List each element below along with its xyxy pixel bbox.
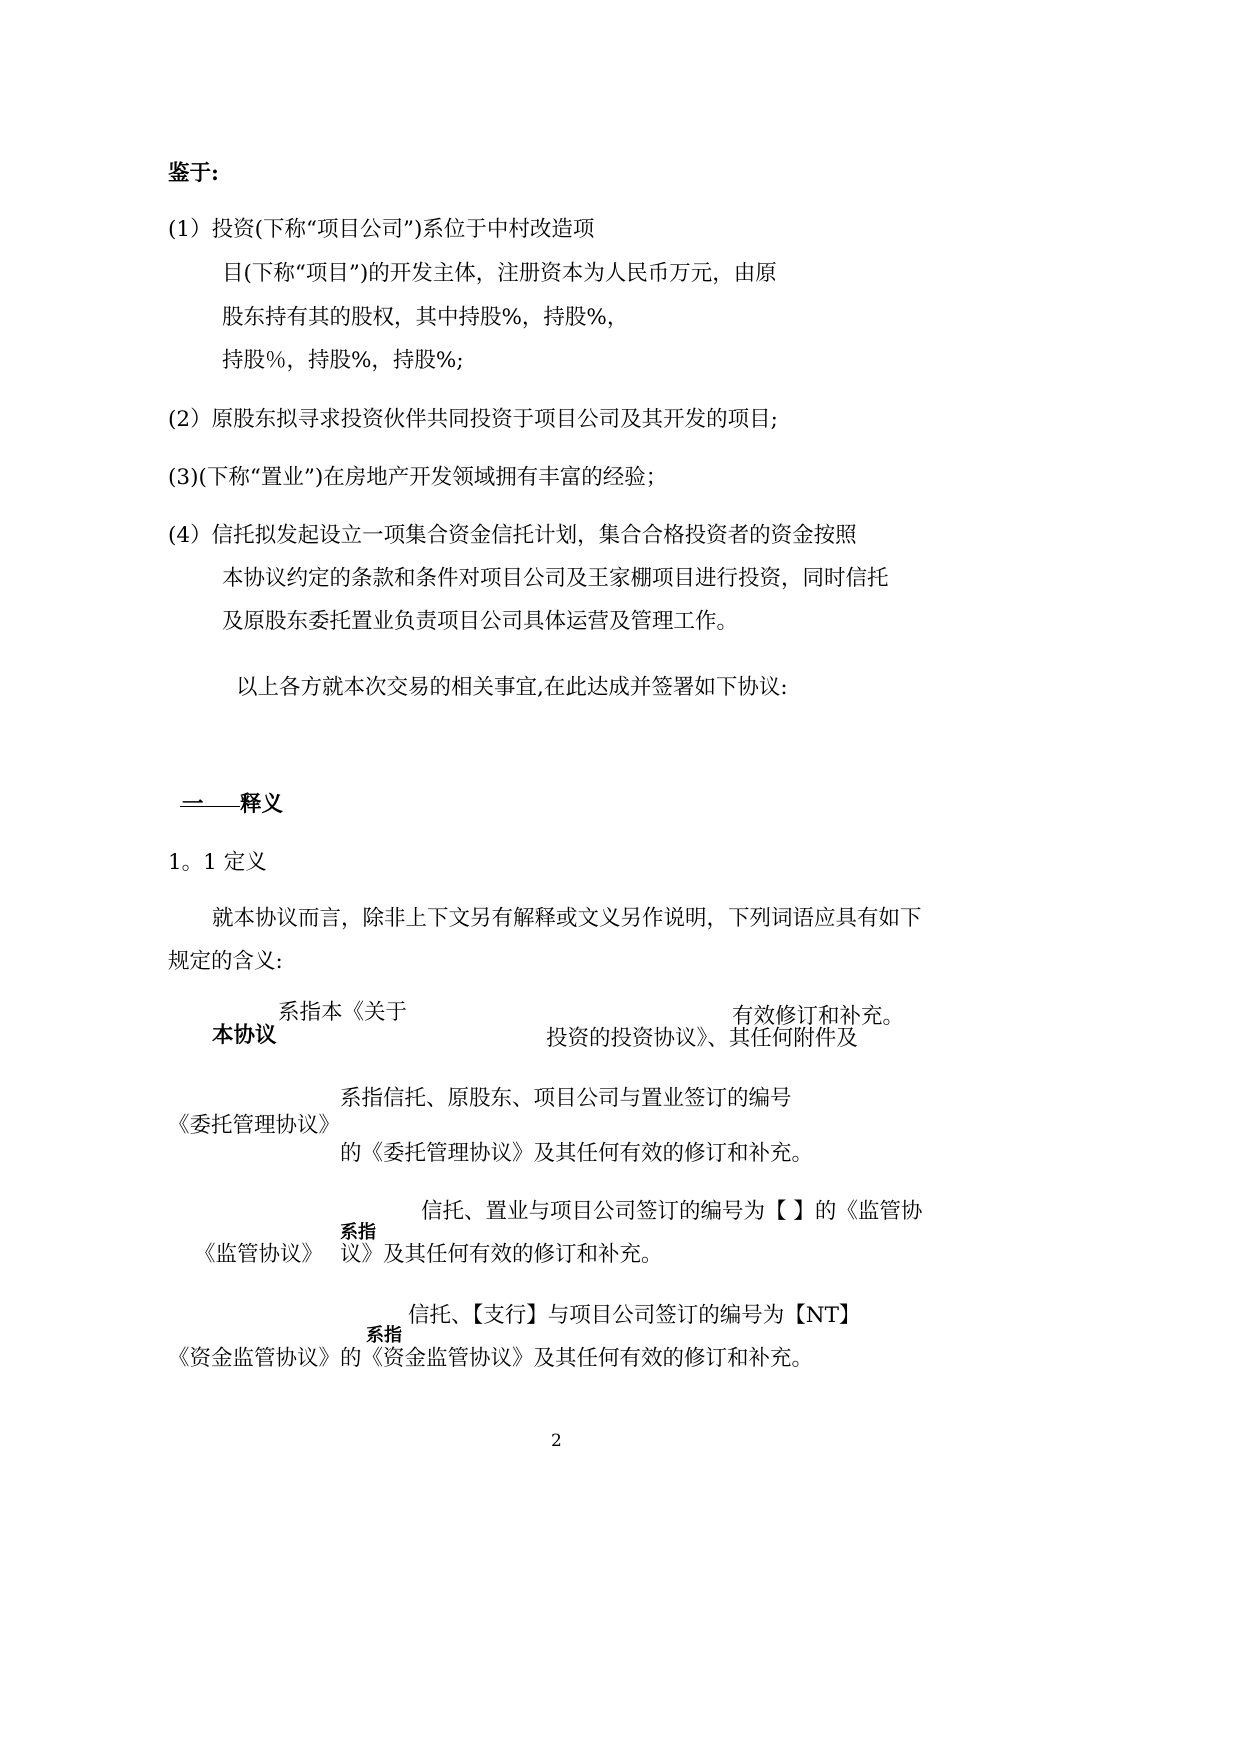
whereas-item-4-line-3: 及原股东委托置业负责项目公司具体运营及管理工作。 (222, 609, 739, 634)
definition-term-fund-supervision-agreement: 《资金监管协议》 (168, 1346, 341, 1371)
definition-fund-supervision-line-1: 信托、【支行】与项目公司签订的编号为【NT】 (408, 1303, 861, 1328)
section-heading-rule (180, 806, 240, 807)
subsection-1-1-title: 1。1 定义 (168, 850, 267, 875)
whereas-item-3: (3)(下称“置业”)在房地产开发领域拥有丰富的经验； (168, 465, 668, 490)
definition-supervision-means: 系指 (340, 1222, 376, 1243)
whereas-item-1-line-1: (1）投资(下称“项目公司”)系位于中村改造项 (168, 217, 595, 242)
whereas-item-1-line-2: 目(下称“项目”)的开发主体，注册资本为人民币万元，由原 (222, 261, 777, 286)
whereas-item-1-line-4: 持股％，持股%，持股%; (222, 348, 464, 373)
definitions-intro-line-2: 规定的含义: (168, 949, 283, 974)
whereas-item-2: (2）原股东拟寻求投资伙伴共同投资于项目公司及其开发的项目; (168, 407, 778, 432)
whereas-item-4-line-1: (4）信托拟发起设立一项集合资金信托计划，集合合格投资者的资金按照 (168, 523, 857, 548)
definition-supervision-line-2: 议》及其任何有效的修订和补充。 (340, 1242, 663, 1267)
section-1-dash: 一 (182, 792, 204, 817)
definition-fund-supervision-line-2: 的《资金监管协议》及其任何有效的修订和补充。 (340, 1346, 814, 1371)
definition-term-agreement: 本协议 (212, 1023, 277, 1048)
definition-term-supervision-agreement: 《监管协议》 (194, 1242, 324, 1267)
definition-entrust-line-2: 的《委托管理协议》及其任何有效的修订和补充。 (340, 1141, 814, 1166)
definitions-intro-line-1: 就本协议而言，除非上下文另有解释或文义另作说明，下列词语应具有如下 (212, 906, 922, 931)
closing-statement: 以上各方就本次交易的相关事宜,在此达成并签署如下协议: (236, 675, 788, 700)
definition-agreement-part-2: 有效修订和补充。 (732, 1004, 905, 1029)
section-1-title: 释义 (240, 792, 284, 817)
whereas-item-4-line-2: 本协议约定的条款和条件对项目公司及王家棚项目进行投资，同时信托 (222, 566, 889, 591)
definition-entrust-line-1: 系指信托、原股东、项目公司与置业签订的编号 (340, 1086, 792, 1111)
whereas-item-1-line-3: 股东持有其的股权，其中持股%，持股%， (222, 305, 629, 330)
whereas-heading: 鉴于: (168, 161, 219, 186)
page-number: 2 (551, 1431, 562, 1451)
definition-agreement-part-3: 投资的投资协议》、其任何附件及 (546, 1026, 858, 1051)
definition-agreement-part-1: 系指本《关于 (278, 1000, 408, 1025)
definition-term-entrust-agreement: 《委托管理协议》 (168, 1113, 341, 1138)
definition-fund-supervision-means: 系指 (366, 1325, 402, 1346)
definition-supervision-line-1: 信托、置业与项目公司签订的编号为【 】的《监管协 (421, 1199, 923, 1224)
